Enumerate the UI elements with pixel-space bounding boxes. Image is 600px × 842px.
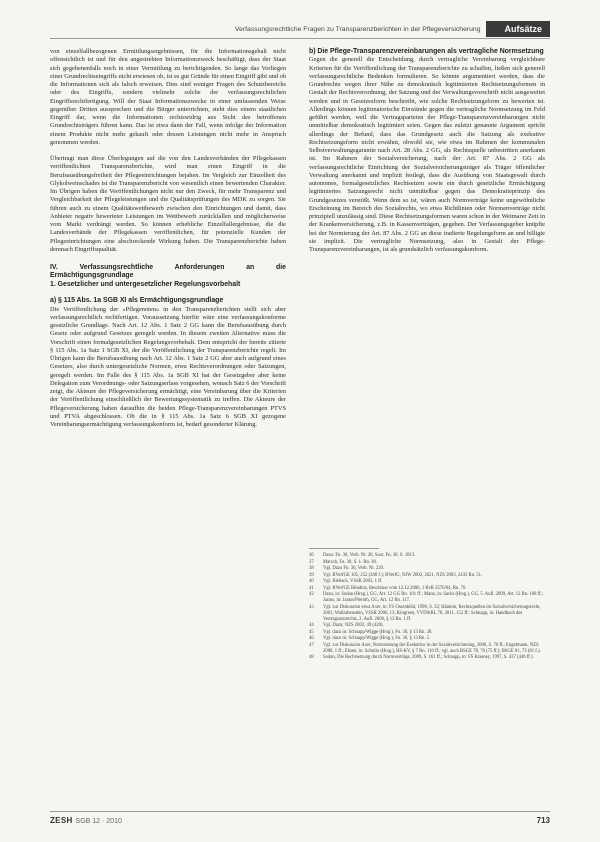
- subsubsection-heading: a) § 115 Abs. 1a SGB XI als Ermächtigungsgrundlage: [50, 297, 224, 305]
- footnote: [309, 566, 545, 572]
- footnote-number: 46: [309, 636, 314, 641]
- footnote: [309, 573, 545, 579]
- footnote-text: Vgl. BVerfGE Bündnis, Beschluss vom 12.12.2006, 1 BvR 2576/04, Rn. 70.: [323, 585, 467, 591]
- footnote-number: 38: [309, 566, 314, 571]
- footnote: [309, 643, 545, 655]
- journal-issue: SGB 12 · 2010: [75, 817, 122, 825]
- footnote-text: Vgl. zur Diskussion Axer, Normsetzung der Exekutive in der Sozialversicherung, 2000, S. 70 ff.; Engelmann, NZS 2000, 1 ff.; Ebsen, in: Schulin (Hrsg.), HS-KV, § 7 Rn. 110 ff.; vgl. auch BSGE 78, 70 (75 ff.); BSGE 81, 73 (81 f.).: [323, 642, 541, 654]
- footnote-text: Sodan, Die Rechtsetzung durch Normverträge, 2009, S. 161 ff.; Schnapp, in: FS Krasney, 1997, S. 437 (446 ff.).: [323, 655, 534, 660]
- footnote-text: Dazu: Fn. 30, Verb. Nr. 20, Sozr. Fn. 30, S. 1813.: [323, 553, 416, 558]
- footnote-text: Vgl. zur Diskussion etwa Axer, in: FS Ossenbühl, 1998, S. 32; Hänlein, Rechtsquellen im Sozialversicherungsrecht, 2001; Wallrabenstein, VSSR 2006, 13; Kingreen, VVDStRL 70, 2011, 152 ff.; Schnapp, in: Handbuch des Vertragsarztrechts, 2. Aufl. 2006, § 13 Rn. 1 ff.: [323, 604, 541, 622]
- footnote: [309, 623, 545, 629]
- page-footer: [50, 814, 550, 826]
- subsubsection-heading: b) Die Pflege-Transparenzvereinbarungen als vertragliche Normsetzung: [309, 48, 544, 55]
- footnote: [309, 630, 545, 636]
- journal-logo: ZESH: [50, 815, 73, 825]
- paragraph: von einzelfallbezogenen Ermittlungsergebnissen, für die Informationsgehalt nicht offensichtlich ist und für den angestrebten Informationszweck beschäftigt, dass der Staat sich gegebenenfalls noch in einer Vermittlung zu berichtigenden. So lange das Vorliegen einer Grundrechtseingriffs nicht erwiesen ob, ist es gut Gründe für einen Eingriff gibt und ob die Informationen sich als falsch erweisen. Dies sind weniger Fragen des Schutzbereichs oder des Eingriffs, sondern vielmehr solche der verfassungsrechtlichen Eingriffsrechtfertigung. Will der Staat Informationszwecke in einer umfassenden Weise gegenüber Dritten aussprechen und die Bürger unterrichten, steht dies einem staatlichen Eingriff dar, wenn die Informationen rechtswidrig aus Sicht des betroffenen Grundrechtsträgers führen kann. Das ist etwa dann der Fall, wenn infolge der Information einem Produkte nicht mehr gekauft oder dessen Leistungen nicht mehr in Anspruch genommen werden.: [50, 48, 287, 146]
- footnote-text: Vgl. dazu in: Schnapp/Wigge (Hrsg.), Fn. 30, § 13 Rn. 5.: [323, 636, 431, 641]
- footnote-number: 37: [309, 559, 314, 565]
- paragraph: Die Veröffentlichung der »Pflegenoten« in den Transparenzberichten stellt sich aber verfassungsrechtlich rechtfertigen. Voraussetzung hierfür wäre eine verfassungskonforme gesetzliche Grundlage. Nach Art. 12 Abs. 1 Satz 2 GG kann die Berufsausübung durch Gesetz oder aufgrund Gesetzes geregelt werden. In diesem zweiten Alternative muss die Vorschrift einen formalgesetzlichen Regelungsvorbehalt. Dem entspricht der bereits zitierte § 115 Abs. 1a Satz 1 SGB XI, der die Veröffentlichung der Transparenzberichte regelt. Im Übrigen kann die Berufsausübung nach Art. 12 Abs. 1 Satz 2 GG aber auch aufgrund eines Gesetzes, also durch untergesetzliche Normen, etwa Rechtsverordnungen oder Satzungen, geregelt werden. Im Falle des § 115 Abs. 1a SGB XI hat der Gesetzgeber aber keine Delegation zum Verordnungs- oder Satzungserlass vorgesehen, wonach Satz 6 der Vorschrift zeigt, die Akteure der Pflegeversicherung ermächtigt, eine Vereinbarung über die Kriterien der Veröffentlichung einschließlich der Bewertungssystematik zu treffen. Die Akteure der Pflegeversicherung haben daraufhin die beiden Pflege-Transparenzvereinbarungen PTVS und PTVA abgeschlossen. Ob die in § 115 Abs. 1a Satz 6 SGB XI gezogene Vereinbarungsermächtigung verfassungskonform ist, bedarf gesonderter Klärung.: [50, 305, 286, 429]
- footnote: [309, 592, 545, 604]
- header-rule: [50, 38, 550, 39]
- footnote: [309, 553, 545, 559]
- footnote: [309, 560, 545, 566]
- footnote-number: 39: [309, 572, 314, 578]
- footnote-text: Vgl. dazu in: Schnapp/Wigge (Hrsg.), Fn. 30, § 13 Rn. 28.: [323, 629, 433, 635]
- footnote: [309, 605, 545, 623]
- footnote-number: 42: [309, 592, 314, 597]
- section-heading: IV. Verfassungsrechtliche Anforderungen an die Ermächtigungsgrundlage: [50, 264, 286, 280]
- footnote-number: 41: [309, 585, 314, 591]
- footnote-number: 44: [309, 623, 314, 628]
- page-number: 713: [536, 815, 550, 825]
- subsection-heading: 1. Gesetzlicher und untergesetzlicher Regelungsvorbehalt: [50, 280, 241, 288]
- footnote: [309, 586, 545, 592]
- footnote-text: Vgl. Bieback, VSSR 2003, 1 ff.: [323, 579, 383, 584]
- footnote-text: Marsch, Fn. 30, S. 1. Rn. 30.: [323, 559, 378, 565]
- footnote-text: Dazu, in: Sodan (Hrsg.), GG, Art. 12 GG Rn. 101 ff.; Mann, in: Sachs (Hrsg.), GG, 5. Aufl. 2009, Art. 12 Rn. 108 ff.; Jarass, in: Jarass/Pieroth, GG, Art. 12 Rn. 117.: [323, 592, 544, 603]
- footnote-number: 45: [309, 629, 314, 635]
- left-column: [50, 48, 286, 429]
- running-title: Verfassungsrechtliche Fragen zu Transparenzberichten in der Pflegeversicherung: [234, 25, 481, 33]
- running-header: [50, 22, 550, 36]
- footnote: [309, 636, 545, 642]
- footer-rule: [50, 811, 550, 812]
- footnote: [309, 655, 545, 661]
- footnote-number: 47: [309, 642, 314, 648]
- footnote: [309, 579, 545, 585]
- section-label: Aufsätze: [486, 21, 550, 37]
- footnote-number: 36: [309, 553, 314, 558]
- journal-name: [50, 816, 122, 825]
- paragraph: Gegen die generell die Entscheidung, durch vertragliche Vereinbarung vergleichbare Kriterien für die Veröffentlichung der Transparenzberichte zu schaffen, ließen sich generell verfassungsrechtliche Bedenken formulieren. So könnte argumentiert werden, dass die Grundrechte wegen ihrer Nähe zu demokratisch legitimierten Rechtsetzungsformen in Gestalt der Rechtsverordnung, der Satzung und der Verwaltungsvorschrift nicht ausgeweitet werden und in Gesetzesform beschreibt, wie solche Rechtsetzungsform zu bewerten ist. Allerdings können legitimatorische Einwände gegen die vertragliche Normsetzung im Feld geführt werden, weil die Vertragsparteien der Pflege-Transparenzvereinbarungen nicht unmittelbar demokratisch legitimiert seien. Gegen das zuletzt genannte Argument spricht allerdings der Befund, dass das Grundgesetz auch die Satzung als exekutive Rechtsetzungsform nicht erwähnt, obwohl sie, wie etwa im Rahmen der kommunalen Selbstverwaltungsgarantie nach Art. 28 Abs. 2 GG, als Rechtsquelle unbestritten anerkannt ist. Im Rahmen der Sozialversicherung, nach der Art. 87 Abs. 2 GG als verfassungsrechtliche Einrichtung der Sozialversicherungsträger als Träger öffentlicher Verwaltung anerkannt und implizit festlegt, dass die Ausübung von Staatsgewalt durch autonomes, formalgesetzliches Rechtsetzen sowie ein durch gesetzliche Ermächtigung legitimiertes Satzungsrecht nicht unmittelbar gegen das Demokratieprinzip des Grundgesetzes verstößt. Wenn dem so ist, wären auch Normverträge keine ungewöhnliche Erscheinung im Bereich des Sozialrechts, wo etwa Richtlinien oder Normenverträge nicht prinzipiell unzulässig sind. Diese Rechtsetzungsformen waren schon in der Weimarer Zeit in der Krankenversicherung, z.B. in Kassenverträgen, gegeben. Der Verfassungsgeber knüpfte bei der Normierung der Art. 87 Abs. 2 GG an diese tradierte Regelungsform an und billigte sie implizit. Die vertragliche Normsetzung, also in Gestalt der Pflege-Transparenzvereinbarungen, ist als grundsätzlich verfassungskonform.: [309, 56, 545, 254]
- footnote-number: 43: [309, 604, 314, 610]
- right-column: [309, 48, 545, 254]
- paragraph: Übertragt man diese Überlegungen auf die von den Landesverbänden der Pflegekassen veröffentlichten Transparenzberichte, wird man einen Eingriff in die Berufsausübungsfreiheit der Pflegeeinrichtungen bejahen. Im Vergleich zur Einzelheit des Glykolweinschades ist die Transparenzbericht von wesentlich einen bewertenden Charakter. Im Übrigen haben die Veröffentlichungen nicht nur den Zweck, für mehr Transparenz und Vergleichbarkeit der Pflegeleistungen und die Qualitätsprüfungen des MDK zu sorgen. Sie führen auch zu einem Qualitätswettbewerb zwischen den Einrichtungen und damit, dass Anbieter negativ bewerteter Leistungen im Wettbewerb zurückfallen und möglicherweise vom Markt verdrängt werden. So können erhebliche Einzelfallergebnisse, die die Landesverbände der Pflegekassen veröffentlichen, für potenzielle Kunden der Pflegeeinrichtungen eine abschreckende Wirkung haben. Die Transparenzberichte haben demnach Eingriffsqualität.: [50, 155, 286, 253]
- footnote-text: Vgl. Dazu; NZS 2003, 49 (420).: [323, 623, 384, 628]
- footnote-text: Vgl. BVerfGE 105, 252 (268 f.); BVerfG, NJW 2002, 2621, NZS 2003, 2435 Rn. 51.: [323, 572, 483, 578]
- footnotes: [309, 548, 545, 662]
- footnote-number: 48: [309, 655, 314, 660]
- footnote-number: 40: [309, 579, 314, 584]
- footnote-text: Vgl. Dazu Fn. 30, Verb. Nr. 220.: [323, 566, 385, 571]
- footnote-rule: [309, 548, 379, 549]
